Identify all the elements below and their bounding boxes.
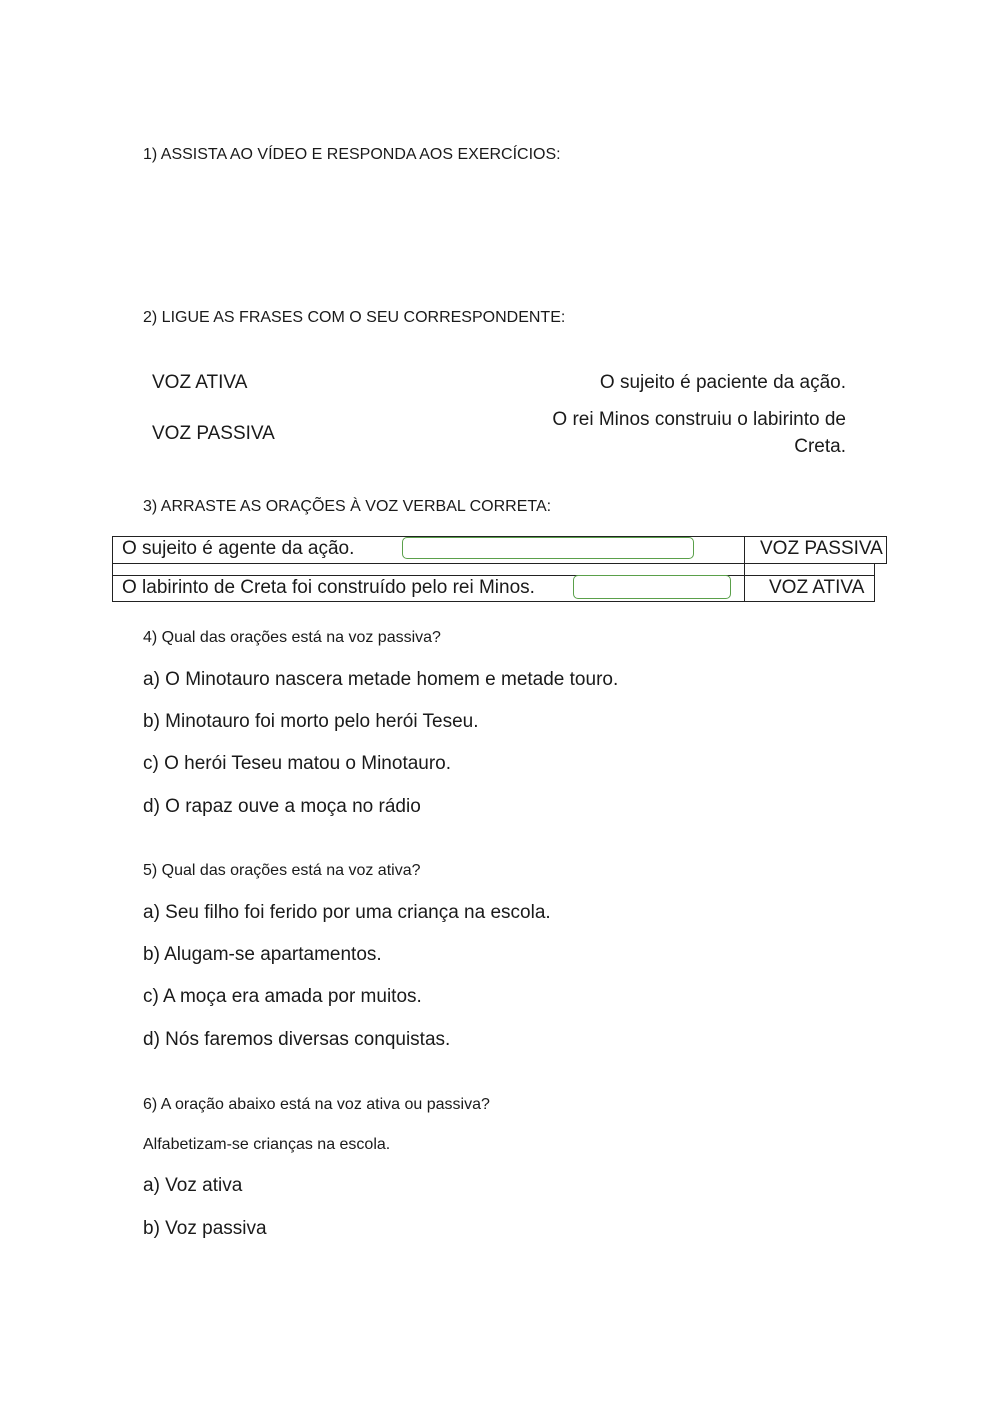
question-5-title: 5) Qual das orações está na voz ativa?: [143, 862, 421, 879]
option-item[interactable]: c) O herói Teseu matou o Minotauro.: [143, 753, 452, 774]
match-left-item[interactable]: VOZ ATIVA: [152, 372, 248, 393]
option-item[interactable]: d) O rapaz ouve a moça no rádio: [143, 796, 421, 817]
option-item[interactable]: a) Seu filho foi ferido por uma criança na escola.: [143, 902, 551, 923]
option-item[interactable]: a) Voz ativa: [143, 1175, 243, 1196]
match-right-item-continuation: Creta.: [794, 436, 846, 457]
voice-label: VOZ PASSIVA: [760, 538, 883, 559]
question-6-sentence: Alfabetizam-se crianças na escola.: [143, 1136, 391, 1153]
column-divider: [744, 575, 745, 602]
drag-sentence[interactable]: O labirinto de Creta foi construído pelo rei Minos.: [122, 577, 535, 598]
question-2-title: 2) LIGUE AS FRASES COM O SEU CORRESPONDENTE:: [143, 309, 566, 326]
question-6-title: 6) A oração abaixo está na voz ativa ou passiva?: [143, 1096, 490, 1113]
option-item[interactable]: a) O Minotauro nascera metade homem e metade touro.: [143, 669, 619, 690]
match-left-item[interactable]: VOZ PASSIVA: [152, 423, 275, 444]
option-item[interactable]: d) Nós faremos diversas conquistas.: [143, 1029, 451, 1050]
match-right-item[interactable]: O rei Minos construiu o labirinto de: [552, 409, 846, 430]
option-item[interactable]: b) Minotauro foi morto pelo herói Teseu.: [143, 711, 479, 732]
drag-sentence[interactable]: O sujeito é agente da ação.: [122, 538, 355, 559]
column-divider: [744, 536, 745, 564]
option-item[interactable]: b) Voz passiva: [143, 1218, 267, 1239]
match-right-item[interactable]: O sujeito é paciente da ação.: [599, 372, 846, 393]
question-4-title: 4) Qual das orações está na voz passiva?: [143, 629, 441, 646]
voice-label: VOZ ATIVA: [769, 577, 865, 598]
drop-zone[interactable]: [402, 537, 694, 559]
option-item[interactable]: b) Alugam-se apartamentos.: [143, 944, 382, 965]
drop-zone[interactable]: [573, 575, 731, 599]
question-1-title: 1) ASSISTA AO VÍDEO E RESPONDA AOS EXERCÍCIOS:: [143, 146, 561, 163]
question-3-title: 3) ARRASTE AS ORAÇÕES À VOZ VERBAL CORRETA:: [143, 498, 552, 515]
option-item[interactable]: c) A moça era amada por muitos.: [143, 986, 422, 1007]
